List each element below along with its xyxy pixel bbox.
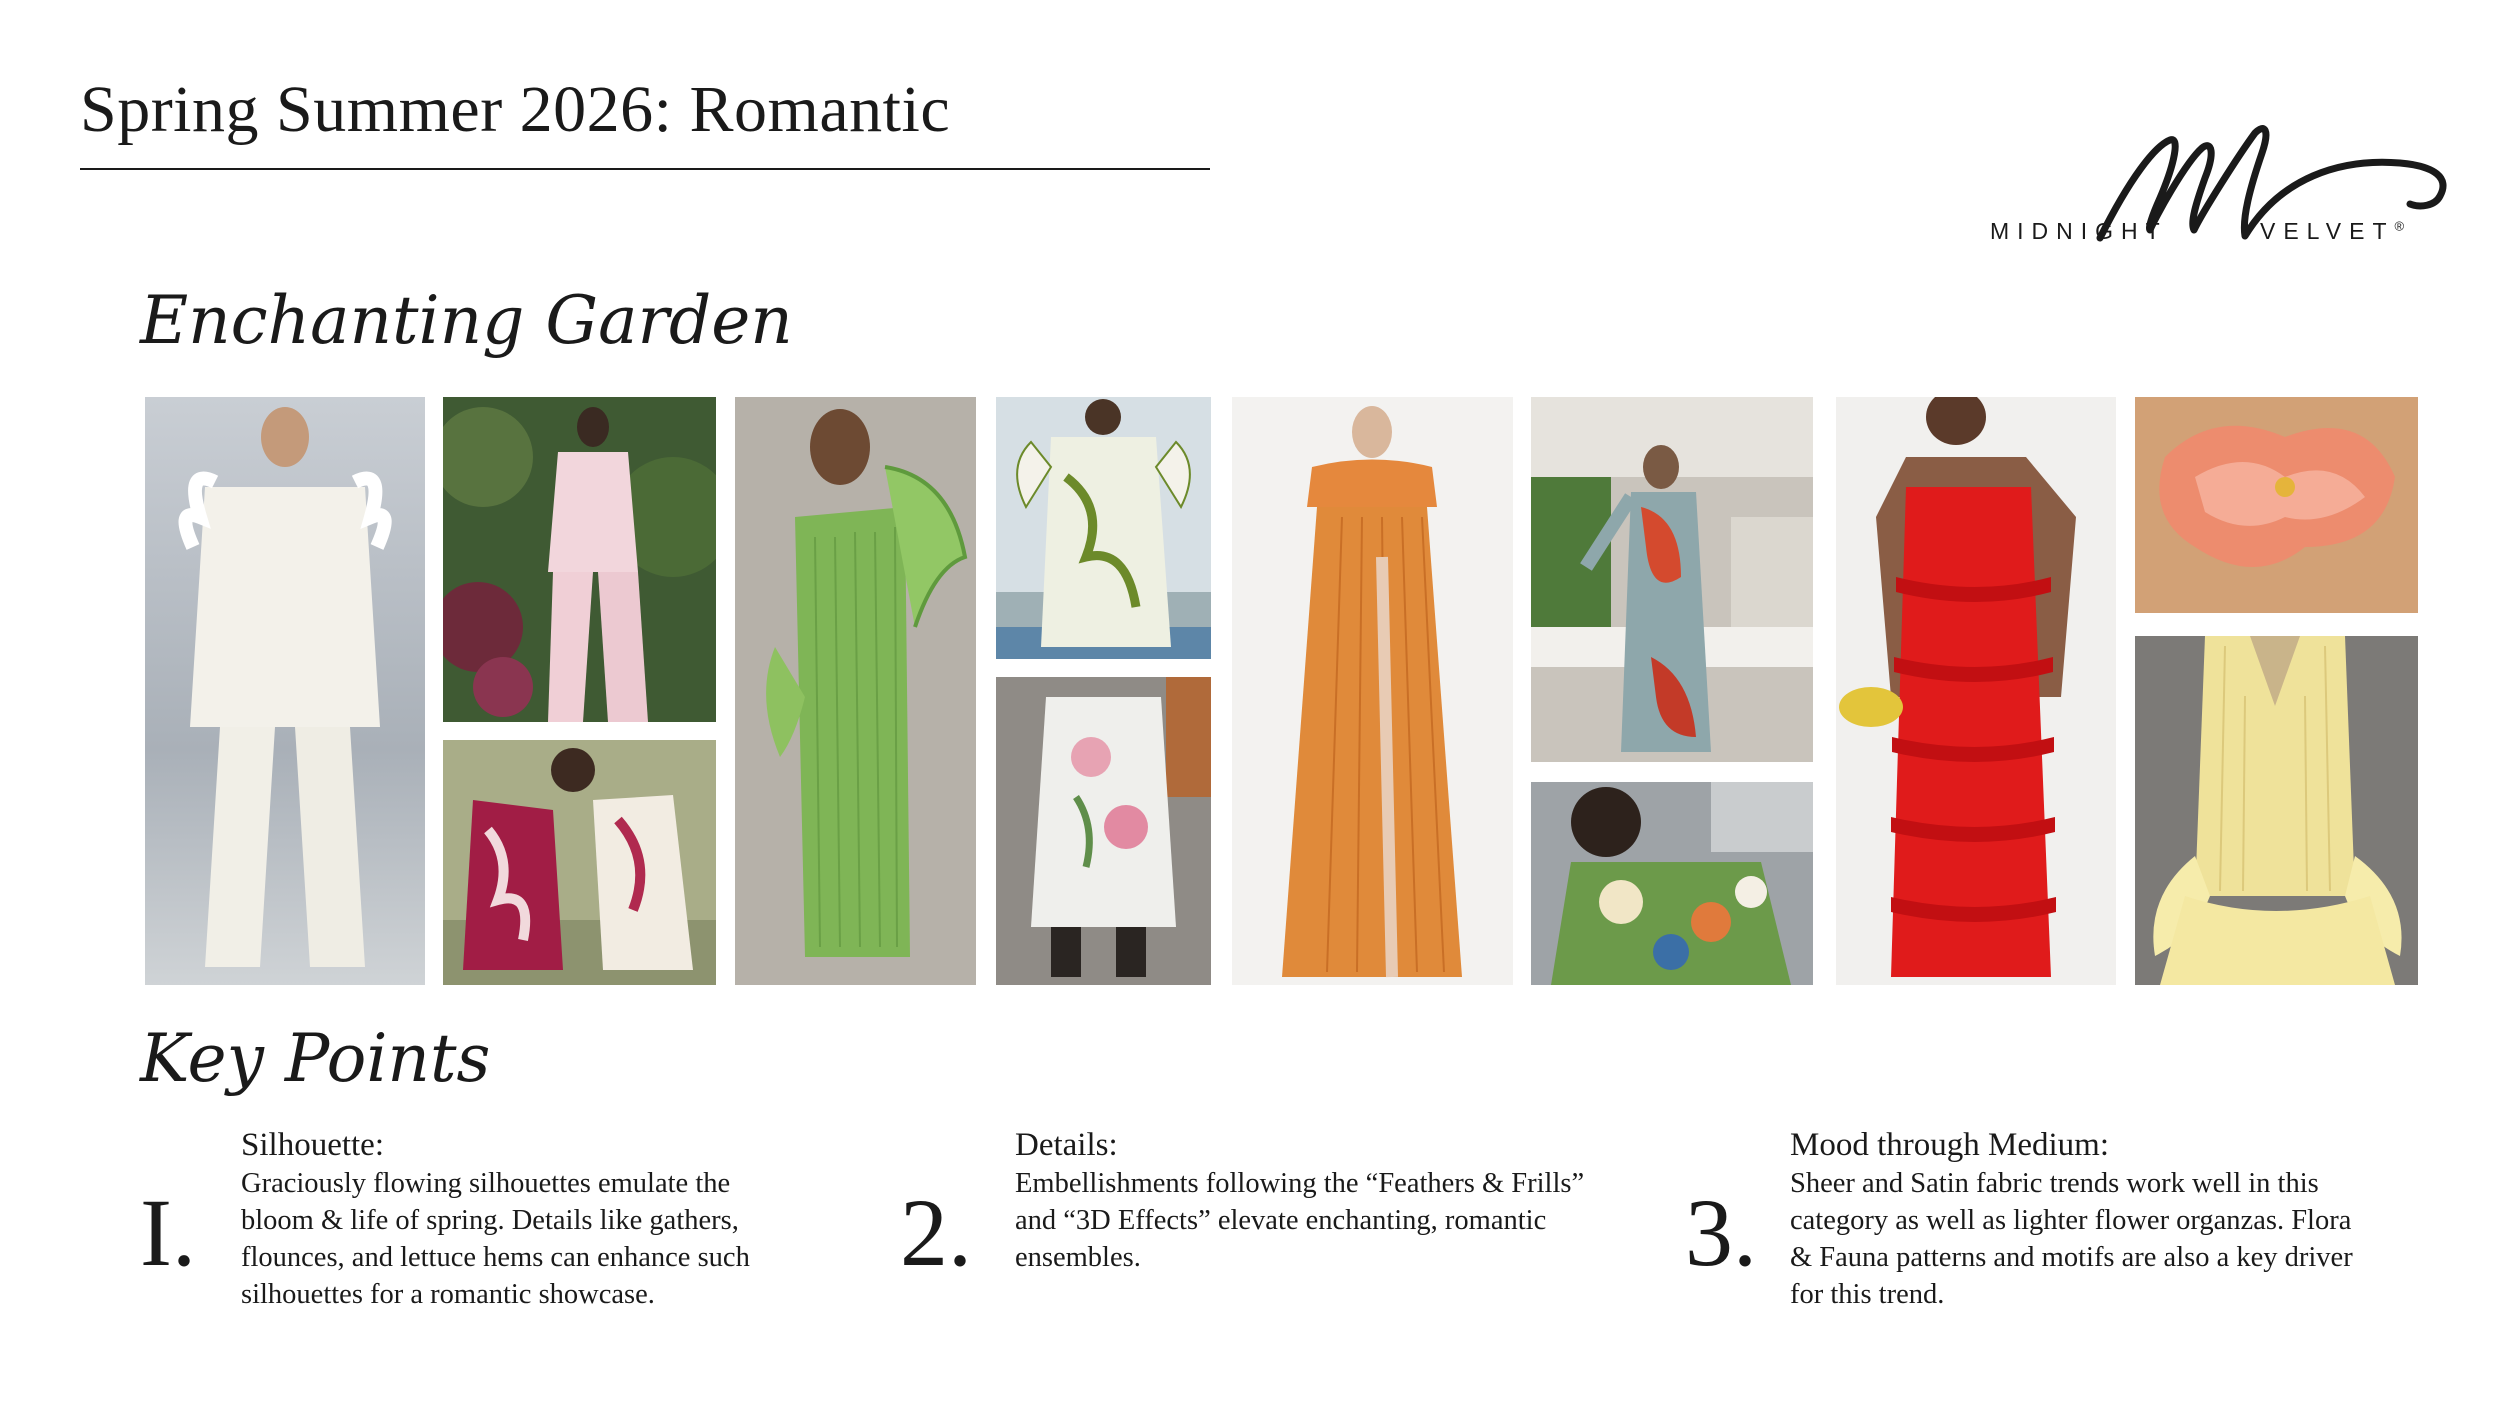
- pink-vest-trousers-photo: [443, 397, 716, 722]
- green-pleated-dress-photo: [735, 397, 976, 985]
- red-ruffle-strapless-dress-photo: [1836, 397, 2116, 985]
- key-point-body-silhouette: [241, 1165, 750, 1313]
- section-title-key-points: Key Points: [140, 1020, 491, 1097]
- page-title: Spring Summer 2026: Romantic: [80, 73, 951, 146]
- body-line: silhouettes for a romantic showcase.: [241, 1279, 655, 1310]
- white-ruffle-pantsuit-photo: [145, 397, 425, 985]
- floral-wide-leg-pants-photo: [443, 740, 716, 985]
- embroidered-mini-dress-photo: [996, 397, 1211, 659]
- key-point-body-mood-through-medium: [1790, 1165, 2353, 1313]
- body-line: and “3D Effects” elevate enchanting, romantic: [1015, 1205, 1547, 1236]
- yellow-knit-dress-photo: [2135, 636, 2418, 985]
- section-title-enchanting-garden: Enchanting Garden: [140, 282, 793, 359]
- floral-coat-photo: [1531, 782, 1813, 985]
- body-line: category as well as lighter flower organzas. Flora: [1790, 1205, 2352, 1236]
- orange-ruffle-gown-photo: [1232, 397, 1513, 985]
- logo-word-midnight: MIDNIGHT: [1990, 218, 2168, 244]
- coral-flower-top-photo: [2135, 397, 2418, 613]
- key-point-number-1: I.: [140, 1179, 196, 1286]
- body-line: flounces, and lettuce hems can enhance such: [241, 1242, 750, 1273]
- key-point-body-details: [1015, 1165, 1584, 1276]
- printed-column-dress-photo: [1531, 397, 1813, 762]
- brand-logo: [1980, 118, 2460, 258]
- floral-skirt-photo: [996, 677, 1211, 985]
- body-line: bloom & life of spring. Details like gathers,: [241, 1205, 739, 1236]
- key-point-heading-mood-through-medium: Mood through Medium:: [1790, 1127, 2109, 1163]
- title-underline: [80, 168, 1210, 170]
- key-point-number-3: 3.: [1685, 1179, 1757, 1286]
- body-line: Sheer and Satin fabric trends work well in this: [1790, 1168, 2319, 1199]
- body-line: Embellishments following the “Feathers & Frills”: [1015, 1168, 1585, 1199]
- logo-word-velvet: VELVET®: [2260, 218, 2405, 244]
- body-line: & Fauna patterns and motifs are also a key driver: [1790, 1242, 2353, 1273]
- key-point-heading-silhouette: Silhouette:: [241, 1127, 384, 1163]
- body-line: for this trend.: [1790, 1279, 1945, 1310]
- body-line: Graciously flowing silhouettes emulate the: [241, 1168, 731, 1199]
- key-point-heading-details: Details:: [1015, 1127, 1118, 1163]
- key-point-number-2: 2.: [900, 1179, 972, 1286]
- body-line: ensembles.: [1015, 1242, 1141, 1273]
